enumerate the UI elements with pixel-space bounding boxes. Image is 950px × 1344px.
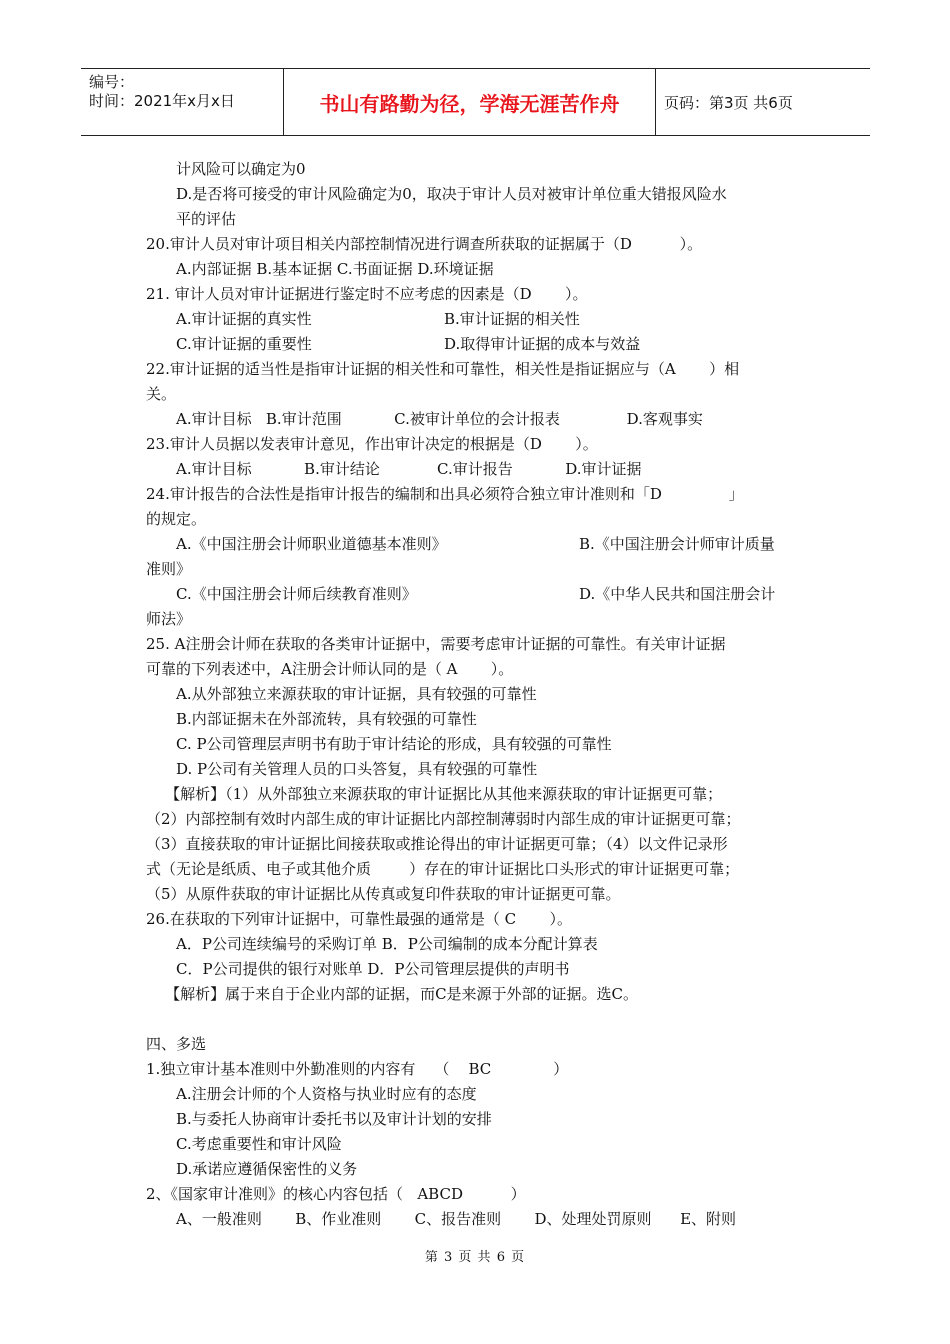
option-row: [146, 332, 816, 357]
text-line: 可靠的下列表述中，A注册会计师认同的是（ A ）。: [146, 660, 514, 678]
option-line: A．P公司连续编号的采购订单 B．P公司编制的成本分配计算表: [176, 935, 598, 953]
question-multi-1: 1.独立审计基本准则中外勤准则的内容有 （ BC ）: [146, 1060, 569, 1078]
option-line: C．P公司提供的银行对账单 D．P公司管理层提供的声明书: [176, 960, 570, 978]
analysis-line: （2）内部控制有效时内部生成的审计证据比内部控制薄弱时内部生成的审计证据更可靠；: [146, 810, 741, 828]
document-number-label: 编号：: [89, 73, 135, 91]
blank-line: [146, 1007, 816, 1032]
option-line: B.内部证据未在外部流转，具有较强的可靠性: [176, 710, 477, 728]
text-line: 关。: [146, 385, 177, 403]
question-21: 21. 审计人员对审计证据进行鉴定时不应考虑的因素是（D ）。: [146, 285, 588, 303]
analysis-line: 【解析】属于来自于企业内部的证据，而C是来源于外部的证据。选C。: [146, 985, 639, 1003]
option-line: D.是否将可接受的审计风险确定为0，取决于审计人员对被审计单位重大错报风险水: [176, 185, 727, 203]
option-d: D.《中华人民共和国注册会计: [579, 585, 776, 603]
option-line: B.与委托人协商审计委托书以及审计计划的安排: [176, 1110, 492, 1128]
option-a: A.《中国注册会计师职业道德基本准则》: [176, 535, 447, 553]
option-c: C.审计证据的重要性: [176, 335, 312, 353]
header-meta: [81, 69, 284, 135]
question-20: 20.审计人员对审计项目相关内部控制情况进行调查所获取的证据属于（D ）。: [146, 235, 703, 253]
analysis-line: （5）从原件获取的审计证据比从传真或复印件获取的审计证据更可靠。: [146, 885, 621, 903]
page-footer: 第 3 页 共 6 页: [424, 1250, 526, 1265]
question-22: 22.审计证据的适当性是指审计证据的相关性和可靠性，相关性是指证据应与（A ）相: [146, 360, 740, 378]
analysis-line: （3）直接获取的审计证据比间接获取或推论得出的审计证据更可靠；（4）以文件记录形: [146, 835, 728, 853]
option-line: D.承诺应遵循保密性的义务: [176, 1160, 358, 1178]
text-line: 准则》: [146, 560, 192, 578]
text-line: 平的评估: [176, 210, 237, 228]
option-line: A.审计目标 B.审计结论 C.审计报告 D.审计证据: [176, 460, 642, 478]
question-multi-2: 2、《国家审计准则》的核心内容包括（ ABCD ）: [146, 1185, 526, 1203]
section-heading: 四、多选: [146, 1035, 207, 1053]
document-date: 时间：2021年x月x日: [89, 92, 235, 110]
option-c: C.《中国注册会计师后续教育准则》: [176, 585, 417, 603]
option-row: [146, 582, 816, 607]
option-line: A.注册会计师的个人资格与执业时应有的态度: [176, 1085, 477, 1103]
option-line: C.考虑重要性和审计风险: [176, 1135, 342, 1153]
question-26: 26.在获取的下列审计证据中，可靠性最强的通常是（ C ）。: [146, 910, 572, 928]
option-d: D.取得审计证据的成本与效益: [444, 335, 641, 353]
header-motto: 书山有路勤为径，学海无涯苦作舟: [284, 69, 656, 135]
page-header: [81, 68, 870, 136]
option-line: A、一般准则 B、作业准则 C、报告准则 D、处理处罚原则 E、附则: [176, 1210, 737, 1228]
option-line: A.审计目标 B.审计范围 C.被审计单位的会计报表 D.客观事实: [176, 410, 703, 428]
option-line: C. P公司管理层声明书有助于审计结论的形成，具有较强的可靠性: [176, 735, 612, 753]
option-b: B.审计证据的相关性: [444, 310, 580, 328]
option-line: A.内部证据 B.基本证据 C.书面证据 D.环境证据: [176, 260, 494, 278]
option-a: A.审计证据的真实性: [176, 310, 312, 328]
text-line: 师法》: [146, 610, 192, 628]
analysis-line: 式（无论是纸质、电子或其他介质 ）存在的审计证据比口头形式的审计证据更可靠；: [146, 860, 740, 878]
text-line: 的规定。: [146, 510, 207, 528]
document-body: [146, 157, 816, 1232]
analysis-line: 【解析】（1）从外部独立来源获取的审计证据比从其他来源获取的审计证据更可靠；: [146, 785, 723, 803]
option-row: [146, 532, 816, 557]
question-24: 24.审计报告的合法性是指审计报告的编制和出具必须符合独立审计准则和「D 」: [146, 485, 744, 503]
option-row: [146, 307, 816, 332]
question-23: 23.审计人员据以发表审计意见，作出审计决定的根据是（D ）。: [146, 435, 598, 453]
text-line: 计风险可以确定为0: [176, 160, 306, 178]
option-line: D. P公司有关管理人员的口头答复，具有较强的可靠性: [176, 760, 538, 778]
option-b: B.《中国注册会计师审计质量: [579, 535, 775, 553]
header-page-number: 页码：第3页 共6页: [664, 93, 793, 112]
question-25: 25. A注册会计师在获取的各类审计证据中，需要考虑审计证据的可靠性。有关审计证据: [146, 635, 726, 653]
option-line: A.从外部独立来源获取的审计证据，具有较强的可靠性: [176, 685, 537, 703]
